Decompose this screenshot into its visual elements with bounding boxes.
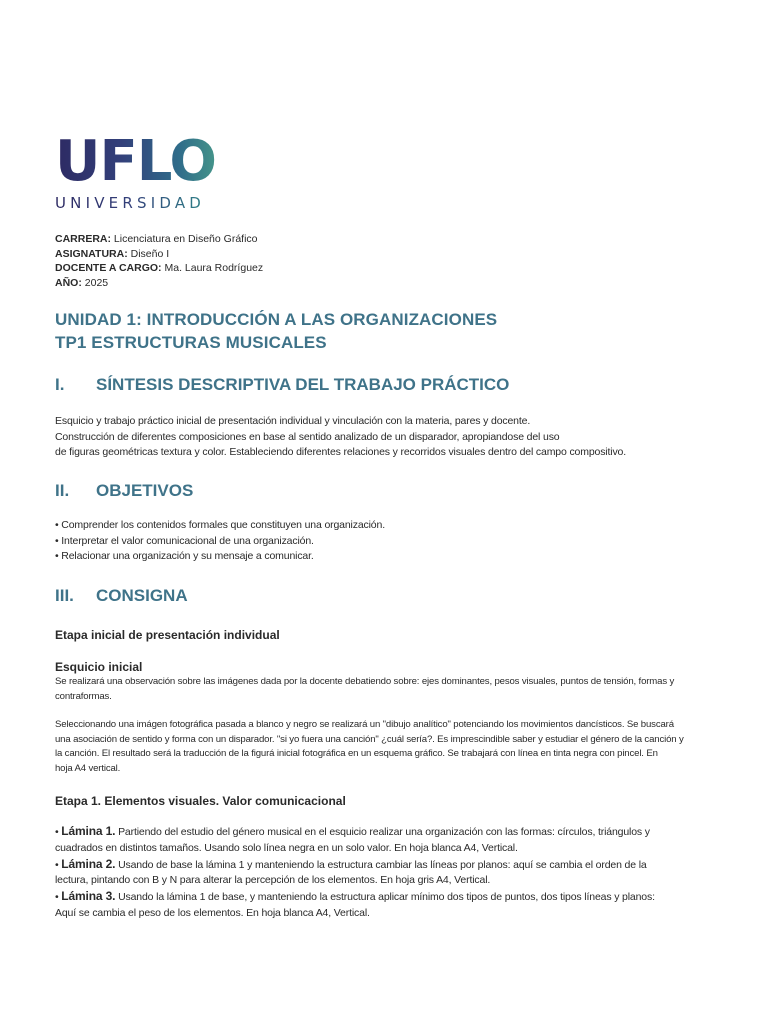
paragraph-line: contraformas. [55,690,112,702]
paragraph-line: hoja A4 vertical. [55,762,121,774]
section-consigna-heading: III. CONSIGNA [55,586,188,605]
list-item: • Interpretar el valor comunicacional de una organización. [55,534,314,547]
lamina-item: • Lámina 2. Usando de base la lámina 1 y manteniendo la estructura cambiar las líneas por planos: aquí se cambia el orden de la lectura, pintando con B y N para alterar la percepción de los elementos. En hoja gris A4, Vertical. [55,856,647,887]
paragraph-line: de figuras geométricas textura y color. Estableciendo diferentes relaciones y recorridos visuales dentro del campo compositivo. [55,446,626,458]
meta-asignatura: ASIGNATURA: Diseño I [55,247,170,260]
esquicio-body [55,675,705,704]
meta-anio: AÑO: 2025 [55,276,109,289]
list-item: • Relacionar una organización y su mensaje a comunicar. [55,550,314,562]
etapa1-heading: Etapa 1. Elementos visuales. Valor comunicacional [55,794,346,808]
meta-carrera: CARRERA: Licenciatura en Diseño Gráfico [55,233,258,245]
lamina-item: • Lámina 3. Usando la lámina 1 de base, y manteniendo la estructura aplicar mínimo dos tipos de puntos, dos tipos líneas y planos: Aquí se cambia el peso de los elementos. En hoja blanca A4, Vertical. [55,889,655,919]
objectives-list [55,518,705,565]
esquicio-heading: Esquicio inicial [55,660,143,674]
unit-title-line2: TP1 ESTRUCTURAS MUSICALES [55,333,327,352]
laminas-list [55,824,705,922]
paragraph-line: Seleccionando una imágen fotográfica pasada a blanco y negro se realizará un "dibujo analítico" potenciando los movimientos dancísticos. Se buscará [55,719,674,730]
paragraph-line: la canción. El resultado será la traducción de la figurá inicial fotográfica en un esquema gráfico. Se trabajará con línea en tinta negra con pincel. En [55,748,658,759]
lamina-label: Lámina 3. [61,889,116,904]
logo-wordmark: UFLO [55,132,245,192]
unit-title-line1: UNIDAD 1: INTRODUCCIÓN A LAS ORGANIZACIONES [55,310,498,329]
etapa-inicial-heading: Etapa inicial de presentación individual [55,628,280,642]
unit-title [55,308,497,354]
section-synthesis-body [55,414,705,461]
uflo-logo [55,129,245,212]
section-objectives-heading: II. OBJETIVOS [55,481,194,500]
lamina-label: Lámina 2. [61,856,116,871]
paragraph-line: Se realizará una observación sobre las imágenes dada por la docente debatiendo sobre: ejes dominantes, pesos visuales, puntos de tensión, formas y [55,676,675,687]
section-synthesis-heading: I. SÍNTESIS DESCRIPTIVA DEL TRABAJO PRÁCTICO [55,375,510,394]
paragraph-line: una asociación de sentido y forma con un disparador. "si yo fuera una canción" ¿cuál sería?. Es imprescindible saber y estudiar el género de la canción y [55,733,684,745]
list-item: • Comprender los contenidos formales que constituyen una organización. [55,519,385,531]
paragraph-line: Esquicio y trabajo práctico inicial de presentación individual y vinculación con la materia, pares y docente. [55,415,531,427]
paragraph-line: Construcción de diferentes composiciones en base al sentido analizado de un disparador, apropiandose del uso [55,430,560,443]
lamina-item: • Lámina 1. Partiendo del estudio del género musical en el esquicio realizar una organización con las formas: círculos, triángulos y cuadrados en distintos tamaños. Usando solo línea negra en un solo valor. En hoja blanca A4, Vertical. [55,824,650,854]
lamina-label: Lámina 1. [61,824,116,838]
seleccion-body [55,718,705,776]
logo-subtitle: UNIVERSIDAD [55,194,245,212]
course-meta [55,232,263,290]
meta-docente: DOCENTE A CARGO: Ma. Laura Rodríguez [55,262,264,274]
